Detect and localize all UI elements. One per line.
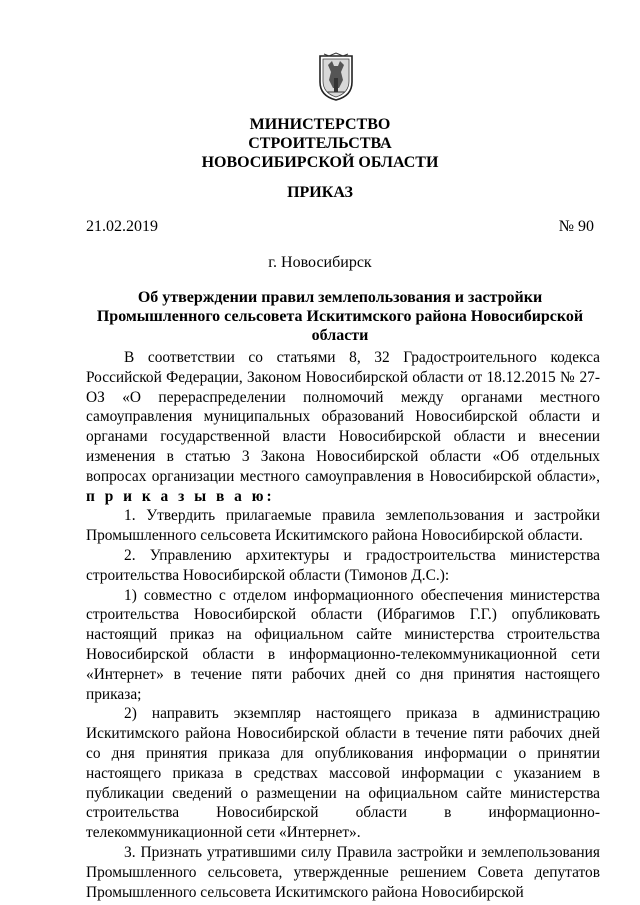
preamble-paragraph (86, 348, 600, 506)
item-2: 2. Управлению архитектуры и градостроительства министерства строительства Новосибирской области (Тимонов Д.С.): (86, 546, 600, 584)
item-2-1: 1) совместно с отделом информационного обеспечения министерства строительства Новосибирской области (Ибрагимов Г.Г.) опубликовать настоящий приказ на официальном сайте министерства строительства Новосибирской области в информационно-телекоммуникационной сети «Интернет» в течение пяти рабочих дней со дня принятия настоящего приказа; (86, 586, 600, 703)
order-word: п р и к а з ы в а ю: (86, 487, 275, 505)
order-date: 21.02.2019 (86, 218, 158, 235)
document-type: ПРИКАЗ (287, 184, 353, 201)
item-3: 3. Признать утратившими силу Правила застройки и землепользования Промышленного сельсовета, утвержденные решением Совета депутатов Промышленного сельсовета Искитимского района Новосибирской (86, 843, 600, 901)
ministry-name (0, 115, 640, 172)
item-2-2: 2) направить экземпляр настоящего приказа в администрацию Искитимского района Новосибирской области в течение пяти рабочих дней со дня принятия приказа для опубликования информации о принятии настоящего приказа в средствах массовой информации с указанием в публикации сведений о размещении на официальном сайте министерства строительства Новосибирской области в информационно-телекоммуникационной сети «Интернет». (86, 705, 600, 842)
order-number: № 90 (558, 218, 594, 235)
ministry-line-2: СТРОИТЕЛЬСТВА (248, 135, 392, 152)
city-name: г. Новосибирск (268, 254, 372, 271)
item-1: 1. Утвердить прилагаемые правила землепользования и застройки Промышленного сельсовета Искитимского района Новосибирской области. (86, 507, 600, 545)
ministry-line-3: НОВОСИБИРСКОЙ ОБЛАСТИ (201, 154, 439, 171)
order-body (86, 348, 600, 902)
preamble-text: В соответствии со статьями 8, 32 Градостроительного кодекса Российской Федерации, Законом Новосибирской области от 18.12.2015 № 27-ОЗ «О перераспределении полномочий между органами местного самоуправления муниципальных образований Новосибирской области и органами государственной власти Новосибирской области и внесении изменения в статью 3 Закона Новосибирской области «Об отдельных вопросах организации местного самоуправления в Новосибирской области», (86, 349, 600, 485)
ministry-line-1: МИНИСТЕРСТВО (249, 116, 391, 133)
order-subject: Об утверждении правил землепользования и застройки Промышленного сельсовета Искитимского района Новосибирской области (96, 289, 584, 344)
coat-of-arms-emblem (317, 52, 355, 102)
